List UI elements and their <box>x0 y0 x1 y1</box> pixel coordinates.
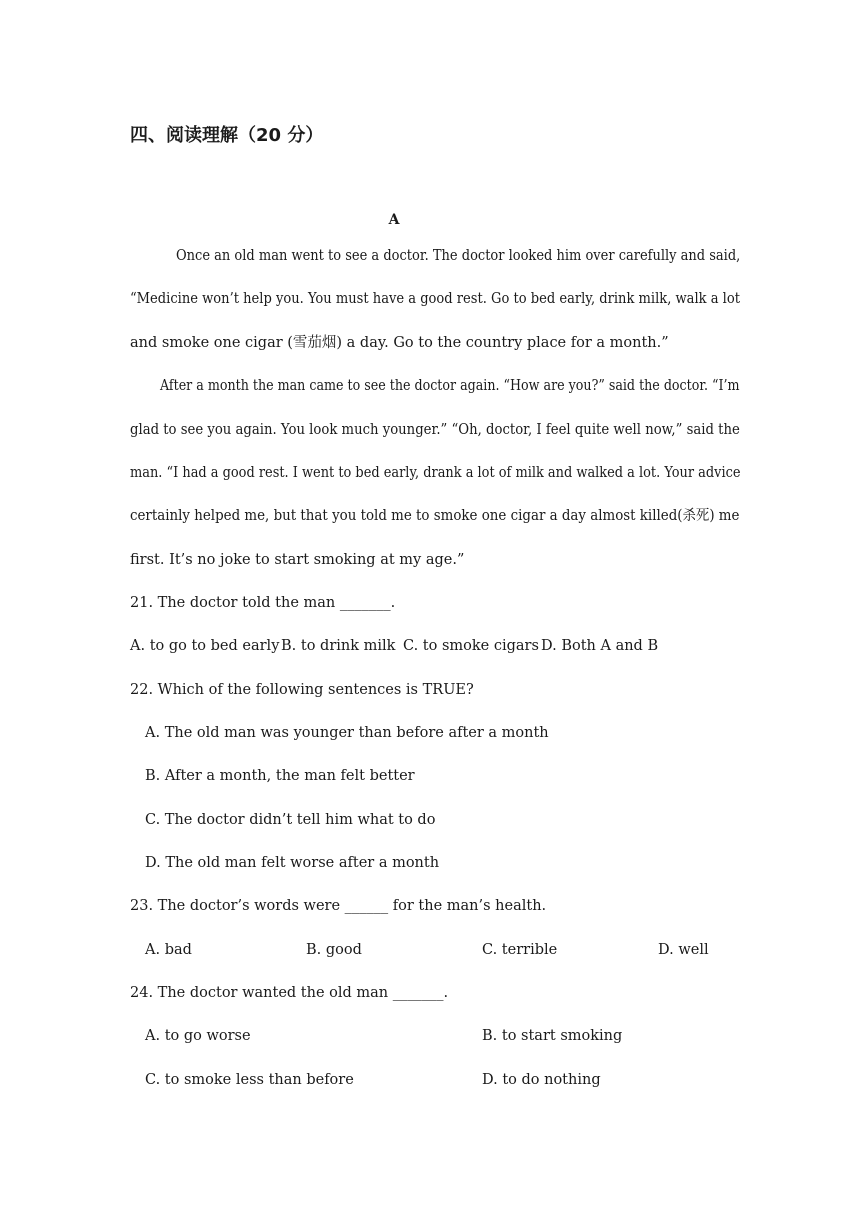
question-stem: 21. The doctor told the man _______. <box>130 595 396 611</box>
passage-line: and smoke one cigar (雪茄烟) a day. Go to the country place for a month.” <box>130 335 669 351</box>
answer-option: B. good <box>306 942 362 958</box>
answer-option: A. The old man was younger than before after a month <box>145 725 549 741</box>
answer-option: D. The old man felt worse after a month <box>145 855 440 871</box>
section-heading: 四、阅读理解（20 分） <box>130 125 324 146</box>
answer-option: A. to go to bed early <box>130 638 280 654</box>
passage-line: After a month the man came to see the doctor again. “How are you?” said the doctor. “I’m <box>160 378 740 394</box>
passage-line: “Medicine won’t help you. You must have a good rest. Go to bed early, drink milk, walk a lot <box>130 291 740 307</box>
answer-option: C. to smoke less than before <box>145 1072 354 1088</box>
passage-line: glad to see you again. You look much younger.” “Oh, doctor, I feel quite well now,” said the <box>130 422 740 438</box>
answer-option: D. Both A and B <box>541 638 659 654</box>
passage-line: first. It’s no joke to start smoking at my age.” <box>130 552 465 568</box>
question-stem: 24. The doctor wanted the old man _______. <box>130 985 449 1001</box>
passage-line: certainly helped me, but that you told me to smoke one cigar a day almost killed(杀死) me <box>130 508 740 524</box>
answer-option: B. to drink milk <box>281 638 396 654</box>
question-stem: 22. Which of the following sentences is TRUE? <box>130 682 474 698</box>
answer-option: C. The doctor didn’t tell him what to do <box>145 812 436 828</box>
passage-line: man. “I had a good rest. I went to bed early, drank a lot of milk and walked a lot. Your advice <box>130 465 741 481</box>
answer-option: D. well <box>658 942 709 958</box>
passage-title: A <box>388 212 400 228</box>
answer-option: C. to smoke cigars <box>403 638 539 654</box>
answer-option: B. After a month, the man felt better <box>145 768 415 784</box>
question-stem: 23. The doctor’s words were ______ for the man’s health. <box>130 898 547 914</box>
answer-option: D. to do nothing <box>482 1072 601 1088</box>
passage-line: Once an old man went to see a doctor. The doctor looked him over carefully and said, <box>176 248 741 264</box>
answer-option: C. terrible <box>482 942 558 958</box>
answer-option: A. bad <box>145 942 192 958</box>
answer-option: A. to go worse <box>145 1028 251 1044</box>
answer-option: B. to start smoking <box>482 1028 623 1044</box>
